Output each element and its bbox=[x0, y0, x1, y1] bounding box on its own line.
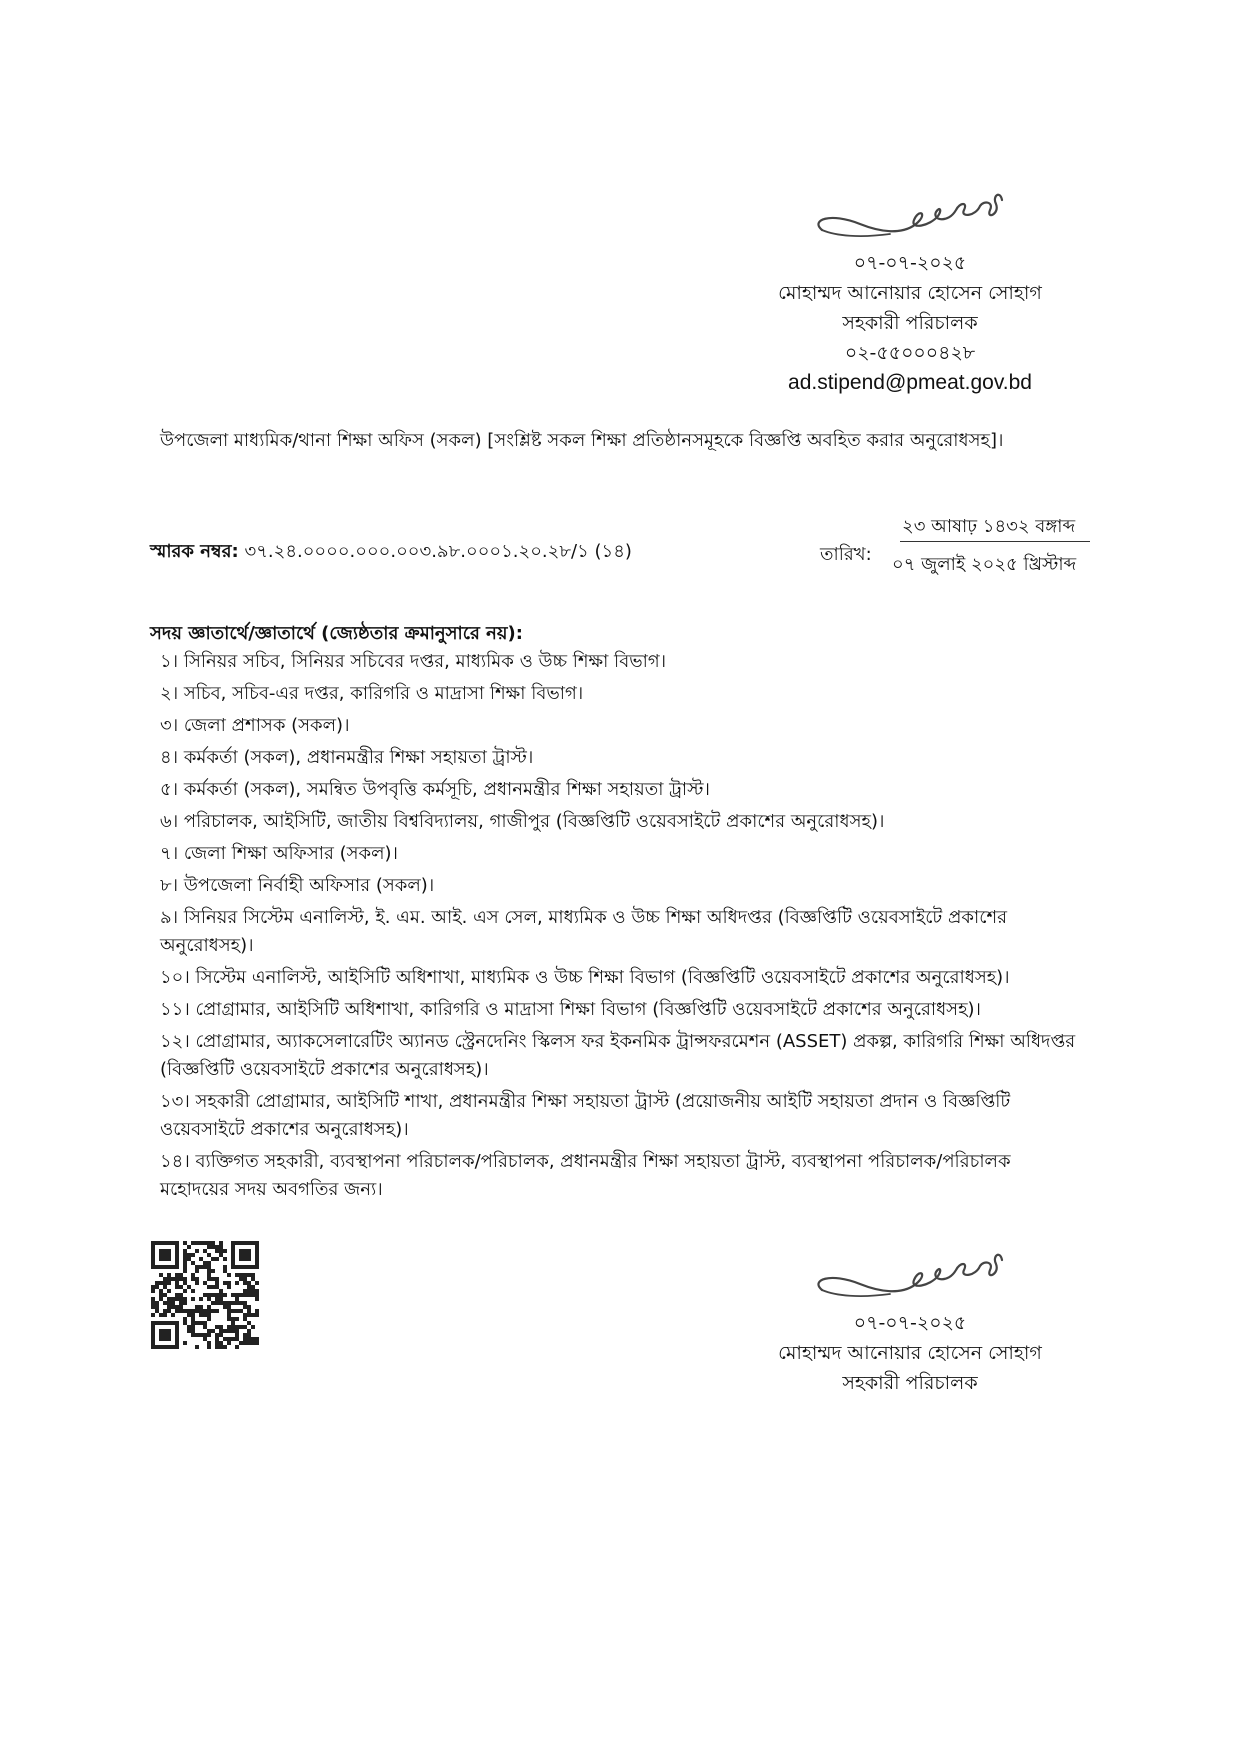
memo-number: ৩৭.২৪.০০০০.০০০.০০৩.৯৮.০০০১.২০.২৮/১ (১৪) bbox=[244, 541, 632, 562]
signature-bottom bbox=[800, 1240, 1030, 1310]
date-label: তারিখ: bbox=[820, 544, 872, 565]
list-item: ১১। প্রোগ্রামার, আইসিটি অধিশাখা, কারিগরি ও মাদ্রাসা শিক্ষা বিভাগ (বিজ্ঞপ্তিটি ওয়েবসাইটে প্রকাশের অনুরোধসহ)। bbox=[160, 999, 981, 1020]
bottom-signer-designation: সহকারী পরিচালক bbox=[842, 1372, 978, 1394]
signature-top bbox=[800, 180, 1030, 250]
list-item: ১৩। সহকারী প্রোগ্রামার, আইসিটি শাখা, প্রধানমন্ত্রীর শিক্ষা সহায়তা ট্রাস্ট (প্রয়োজনীয় আইটি সহায়তা প্রদান ও বিজ্ঞপ্তিটি ওয়েবসাইটে প্রকাশের অনুরোধসহ)। bbox=[160, 1091, 1011, 1140]
qr-code bbox=[151, 1241, 259, 1349]
list-item: ৬। পরিচালক, আইসিটি, জাতীয় বিশ্ববিদ্যালয়, গাজীপুর (বিজ্ঞপ্তিটি ওয়েবসাইটে প্রকাশের অনুরোধসহ)। bbox=[160, 811, 885, 832]
memo-label: স্মারক নম্বর: bbox=[150, 541, 239, 562]
recipient-line: উপজেলা মাধ্যমিক/থানা শিক্ষা অফিস (সকল) [সংশ্লিষ্ট সকল শিক্ষা প্রতিষ্ঠানসমূহকে বিজ্ঞপ্তি অবহিত করার অনুরোধসহ]। bbox=[160, 430, 1004, 451]
top-signer-phone: ০২-৫৫০০০৪২৮ bbox=[844, 342, 976, 364]
list-item: ৭। জেলা শিক্ষা অফিসার (সকল)। bbox=[160, 843, 398, 864]
list-item: ৯। সিনিয়র সিস্টেম এনালিস্ট, ই. এম. আই. এস সেল, মাধ্যমিক ও উচ্চ শিক্ষা অধিদপ্তর (বিজ্ঞপ্তিটি ওয়েবসাইটে প্রকাশের অনুরোধসহ)। bbox=[160, 907, 1007, 956]
date-gregorian: ০৭ জুলাই ২০২৫ খ্রিস্টাব্দ bbox=[892, 554, 1077, 575]
list-item: ১০। সিস্টেম এনালিস্ট, আইসিটি অধিশাখা, মাধ্যমিক ও উচ্চ শিক্ষা বিভাগ (বিজ্ঞপ্তিটি ওয়েবসাইটে প্রকাশের অনুরোধসহ)। bbox=[160, 967, 1010, 988]
list-item: ৮। উপজেলা নির্বাহী অফিসার (সকল)। bbox=[160, 875, 435, 896]
distribution-heading: সদয় জ্ঞাতার্থে/জ্ঞাতার্থে (জ্যেষ্ঠতার ক্রমানুসারে নয়): bbox=[150, 623, 523, 644]
list-item: ১৪। ব্যক্তিগত সহকারী, ব্যবস্থাপনা পরিচালক/পরিচালক, প্রধানমন্ত্রীর শিক্ষা সহায়তা ট্রাস্ট, ব্যবস্থাপনা পরিচালক/পরিচালক মহোদয়ের সদয় অবগতির জন্য। bbox=[160, 1151, 1011, 1200]
date-divider bbox=[900, 541, 1090, 542]
list-item: ২। সচিব, সচিব-এর দপ্তর, কারিগরি ও মাদ্রাসা শিক্ষা বিভাগ। bbox=[160, 683, 584, 704]
bottom-signer-block bbox=[760, 1308, 1060, 1398]
date-bangla: ২৩ আষাঢ় ১৪৩২ বঙ্গাব্দ bbox=[902, 516, 1076, 537]
bottom-signer-name: মোহাম্মদ আনোয়ার হোসেন সোহাগ bbox=[778, 1342, 1042, 1364]
list-item: ৩। জেলা প্রশাসক (সকল)। bbox=[160, 715, 350, 736]
top-signer-email: ad.stipend@pmeat.gov.bd bbox=[788, 371, 1032, 394]
top-signer-block bbox=[760, 248, 1060, 398]
top-signer-date: ০৭-০৭-২০২৫ bbox=[853, 252, 967, 274]
memo-line bbox=[150, 538, 632, 566]
list-item: ৫। কর্মকর্তা (সকল), সমন্বিত উপবৃত্তি কর্মসূচি, প্রধানমন্ত্রীর শিক্ষা সহায়তা ট্রাস্ট। bbox=[160, 779, 710, 800]
list-item: ৪। কর্মকর্তা (সকল), প্রধানমন্ত্রীর শিক্ষা সহায়তা ট্রাস্ট। bbox=[160, 747, 534, 768]
bottom-signer-date: ০৭-০৭-২০২৫ bbox=[853, 1312, 967, 1334]
list-item: ১২। প্রোগ্রামার, অ্যাকসেলারেটিং অ্যানড স্ট্রেনদেনিং স্কিলস ফর ইকনমিক ট্রান্সফরমেশন (ASSET) প্রকল্প, কারিগরি শিক্ষা অধিদপ্তর (বিজ্ঞপ্তিটি ওয়েবসাইটে প্রকাশের অনুরোধসহ)। bbox=[160, 1031, 1076, 1080]
top-signer-name: মোহাম্মদ আনোয়ার হোসেন সোহাগ bbox=[778, 282, 1042, 304]
list-item: ১। সিনিয়র সচিব, সিনিয়র সচিবের দপ্তর, মাধ্যমিক ও উচ্চ শিক্ষা বিভাগ। bbox=[160, 651, 667, 672]
top-signer-designation: সহকারী পরিচালক bbox=[842, 312, 978, 334]
